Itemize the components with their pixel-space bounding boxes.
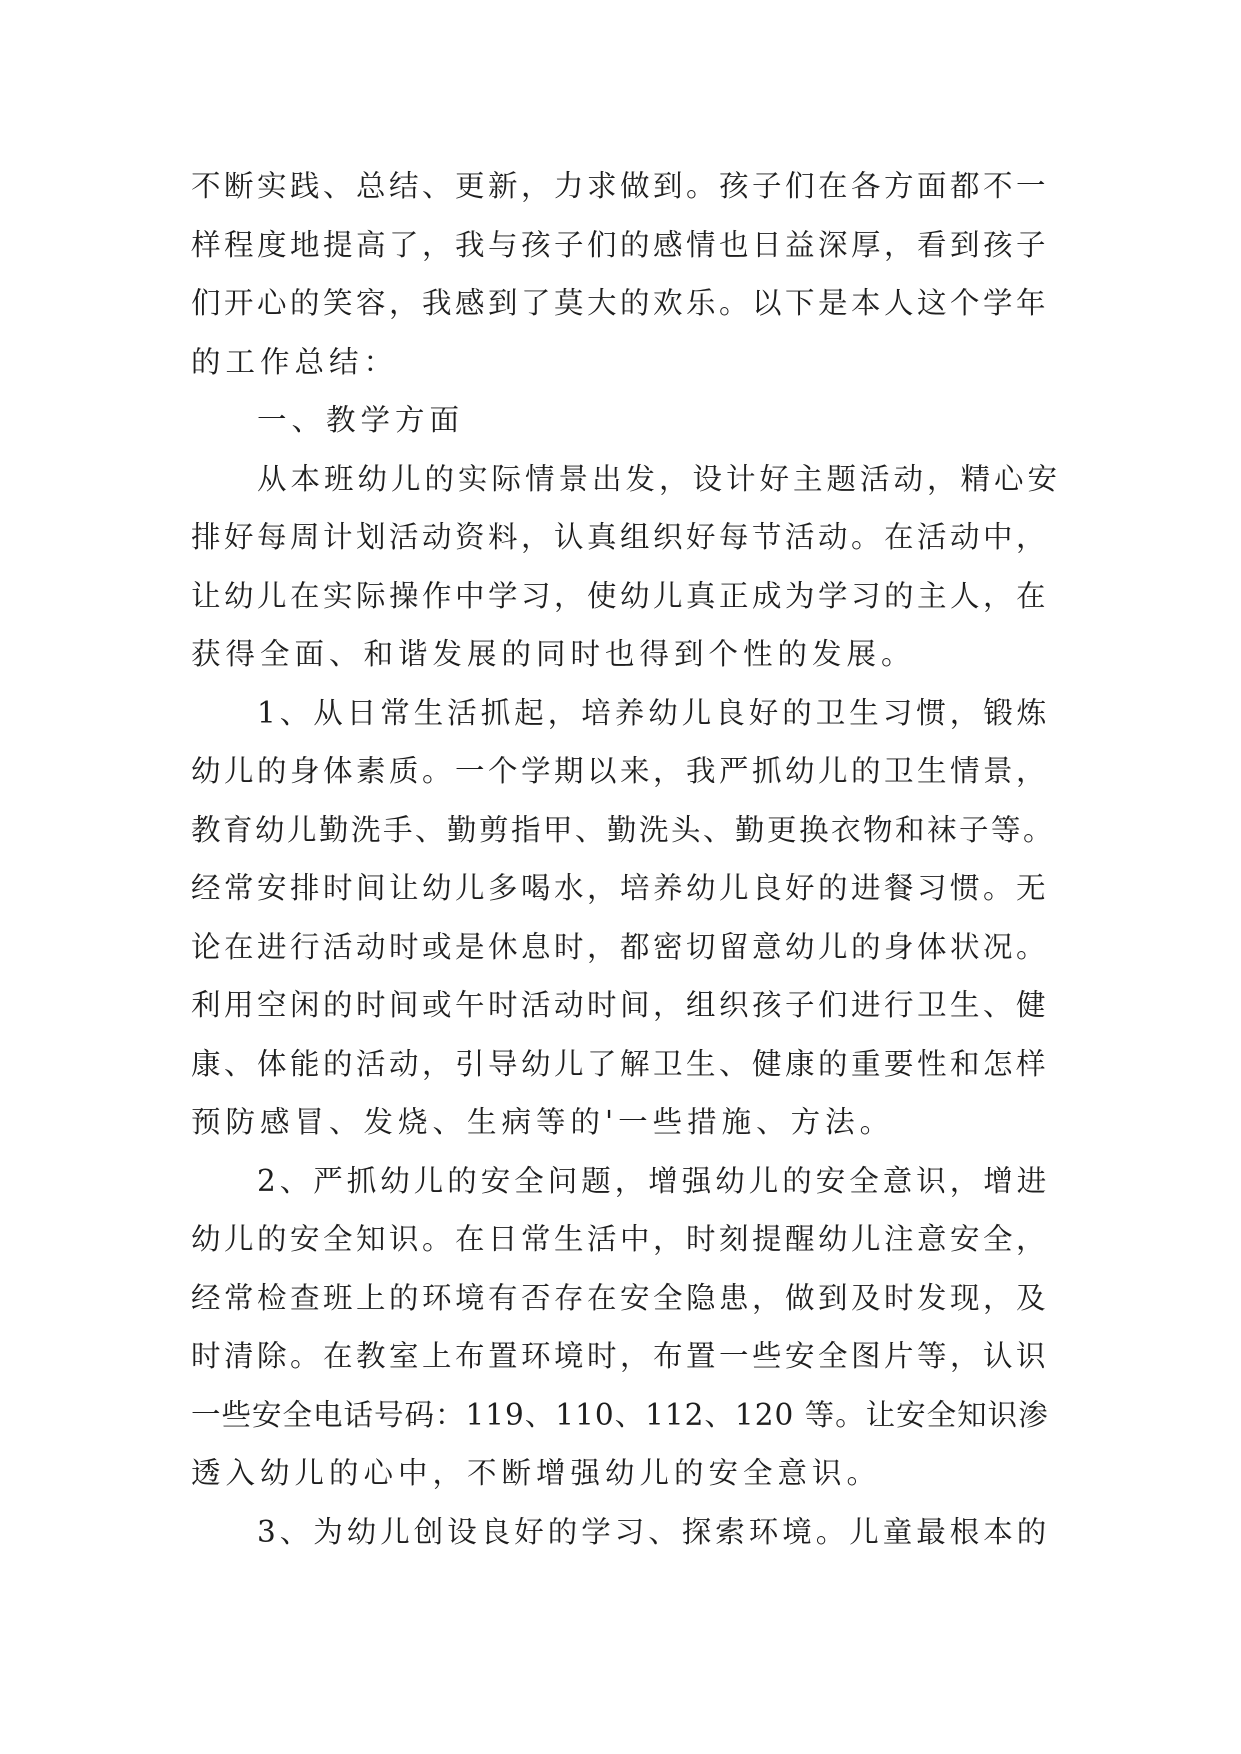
text-line: 让幼儿在实际操作中学习，使幼儿真正成为学习的主人，在: [191, 578, 1050, 613]
section-heading: 一、教学方面: [257, 403, 465, 437]
text-line: 经常安排时间让幼儿多喝水，培养幼儿良好的进餐习惯。无: [191, 871, 1050, 905]
text-line: 获得全面、和谐发展的同时也得到个性的发展。: [191, 637, 916, 671]
text-line: 幼儿的安全知识。在日常生活中，时刻提醒幼儿注意安全，: [191, 1222, 1050, 1256]
text-line: 们开心的笑容，我感到了莫大的欢乐。以下是本人这个学年: [191, 286, 1050, 320]
text-line: 排好每周计划活动资料，认真组织好每节活动。在活动中，: [191, 520, 1050, 554]
text-line: 康、体能的活动，引导幼儿了解卫生、健康的重要性和怎样: [191, 1046, 1050, 1081]
text-line: 利用空闲的时间或午时活动时间，组织孩子们进行卫生、健: [191, 988, 1050, 1022]
text-line: 样程度地提高了，我与孩子们的感情也日益深厚，看到孩子: [191, 227, 1050, 262]
text-line: 教育幼儿勤洗手、勤剪指甲、勤洗头、勤更换衣物和袜子等。: [191, 812, 1056, 847]
text-line: 1、从日常生活抓起，培养幼儿良好的卫生习惯，锻炼: [257, 695, 1051, 730]
text-line: 的工作总结：: [191, 344, 399, 379]
text-line: 透入幼儿的心中，不断增强幼儿的安全意识。: [191, 1456, 882, 1490]
text-line: 一些安全电话号码：119、110、112、120 等。让安全知识渗: [191, 1397, 1049, 1432]
document-body: [191, 157, 1061, 1561]
text-line: 幼儿的身体素质。一个学期以来，我严抓幼儿的卫生情景，: [191, 754, 1050, 788]
text-line: 从本班幼儿的实际情景出发，设计好主题活动，精心安: [257, 461, 1062, 496]
text-line: 时清除。在教室上布置环境时，布置一些安全图片等，认识: [191, 1339, 1050, 1373]
text-line: 经常检查班上的环境有否存在安全隐患，做到及时发现，及: [191, 1280, 1050, 1315]
text-line: 预防感冒、发烧、生病等的'一些措施、方法。: [191, 1105, 895, 1139]
text-line: 论在进行活动时或是休息时，都密切留意幼儿的身体状况。: [191, 929, 1050, 964]
text-line: 2、严抓幼儿的安全问题，增强幼儿的安全意识，增进: [257, 1163, 1051, 1198]
text-line: 3、为幼儿创设良好的学习、探索环境。儿童最根本的: [257, 1514, 1051, 1549]
text-line: 不断实践、总结、更新，力求做到。孩子们在各方面都不一: [191, 169, 1050, 203]
